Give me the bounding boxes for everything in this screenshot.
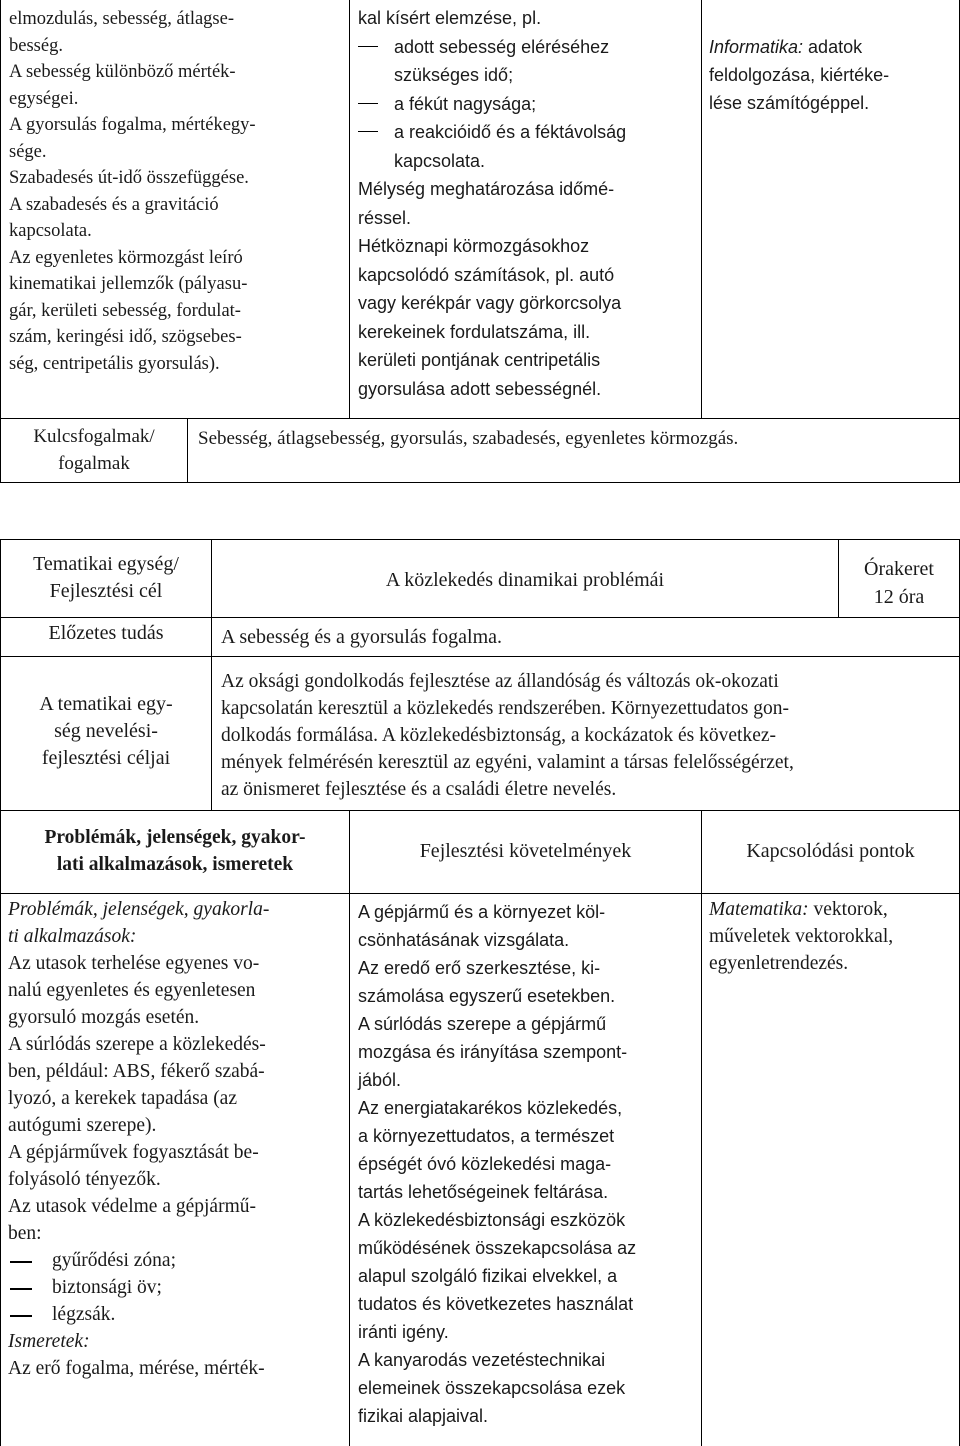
requirements-column [358, 898, 698, 1430]
unit-table-left-border [0, 539, 1, 1446]
text-fragment: vektorok, [808, 899, 888, 920]
text-line: vagy kerékpár vagy görkorcsolya [358, 293, 622, 313]
problems-column-header [1, 824, 349, 878]
text-line: besség. [9, 35, 63, 56]
text-line: tudatos és következetes használat [358, 1294, 634, 1314]
connections-column-header: Kapcsolódási pontok [746, 840, 915, 862]
text-line: Fejlesztési cél [49, 580, 163, 602]
unit-label [1, 551, 211, 605]
text-line: A gépjárművek fogyasztását be- [8, 1142, 259, 1163]
hours-cell [839, 555, 959, 611]
text-line: ben: [8, 1223, 42, 1244]
text-line: egységei. [9, 88, 79, 109]
text-line: nalú egyenletes és egyenletesen [8, 980, 256, 1001]
text-line: feldolgozása, kiértéke- [709, 65, 890, 85]
hours-cell-bottom [838, 617, 960, 618]
text-line: gyorsuló mozgás esetén. [8, 1007, 200, 1028]
prereq-row-divider [0, 656, 960, 657]
text-line: kinematikai jellemzők (pályasu- [9, 274, 248, 294]
text-line: egyenletrendezés. [709, 953, 849, 974]
text-line: A kanyarodás vezetéstechnikai [358, 1350, 606, 1370]
text-line: Az erő fogalma, mérése, mérték- [8, 1358, 265, 1379]
text-line: Ismeretek: [8, 1331, 90, 1352]
text-line: a fékút nagysága; [394, 93, 537, 114]
dash-list-item [8, 1301, 348, 1328]
text-line: csönhatásának vizsgálata. [358, 930, 570, 950]
text-line: mozgása és irányítása szempont- [358, 1042, 628, 1062]
text-line: számolása egyszerű esetekben. [358, 986, 616, 1006]
text-line: fizikai alapjaival. [358, 1406, 489, 1426]
text-line [709, 33, 957, 61]
key-concepts-value: Sebesség, átlagsebesség, gyorsulás, szabadesés, egyenletes körmozgás. [198, 428, 739, 449]
text-line: A szabadesés és a gravitáció [9, 194, 219, 215]
text-line: fogalmak [58, 453, 130, 474]
text-line: a környezettudatos, a természet [358, 1126, 615, 1146]
column-headers-divider [0, 893, 960, 894]
text-line: gyűrődési zóna; [52, 1250, 177, 1271]
requirements-column-header: Fejlesztési követelmények [419, 840, 632, 862]
text-line: tartás lehetőségeinek feltárása. [358, 1182, 609, 1202]
text-line: A sebesség különböző mérték- [9, 62, 236, 82]
text-line: A közlekedésbiztonsági eszközök [358, 1210, 626, 1230]
top-row-divider [0, 418, 960, 419]
goals-text [221, 668, 957, 803]
prereq-label: Előzetes tudás [48, 622, 164, 644]
top-table-left-border [0, 0, 1, 483]
text-line: kapcsolata. [394, 150, 486, 171]
text-line: Problémák, jelenségek, gyakor- [44, 827, 306, 848]
text-line: légzsák. [52, 1304, 116, 1325]
text-line: Az utasok védelme a gépjármű- [8, 1196, 256, 1217]
text-line: elmozdulás, sebesség, átlagse- [9, 9, 235, 29]
text-line: gyorsulása adott sebességnél. [358, 378, 602, 399]
text-line: kapcsolatán keresztül a közlekedés rendszerében. Környezettudatos gon- [221, 698, 789, 719]
text-line: ben, például: ABS, fékerő szabá- [8, 1061, 265, 1082]
text-line: A gyorsulás fogalma, mértékegy- [9, 115, 256, 135]
text-line: mények felmérésén keresztül az egyéni, valamint a társas felelősségérzet, [221, 752, 794, 773]
connections-column [709, 896, 957, 977]
content-column-divider-1 [349, 810, 350, 1446]
text-line: alapul szolgáló fizikai elvekkel, a [358, 1266, 618, 1286]
text-line: Az oksági gondolkodás fejlesztése az állandóság és változás ok-okozati [221, 671, 779, 692]
goals-label [1, 691, 211, 772]
text-line [709, 896, 957, 923]
text-line: elemeinek összekapcsolása ezek [358, 1378, 626, 1398]
text-line: Kulcsfogalmak/ [33, 426, 155, 447]
subject-label: Informatika: [709, 37, 804, 57]
text-line: Tematikai egység/ [33, 553, 179, 575]
text-line: biztonsági öv; [52, 1277, 162, 1298]
text-line: Problémák, jelenségek, gyakorla- [8, 899, 270, 920]
text-line: Az utasok terhelése egyenes vo- [8, 953, 260, 974]
dash-list-item [358, 90, 698, 119]
text-line: kerekeinek fordulatszáma, ill. [358, 321, 591, 342]
text-line: műveletek vektorokkal, [709, 926, 894, 947]
text-line: ség, centripetális gyorsulás). [9, 353, 220, 374]
text-line: működésének összekapcsolása az [358, 1238, 637, 1258]
subject-label: Matematika: [709, 899, 809, 920]
top-table-bottom-border [0, 482, 960, 483]
dash-list-item [8, 1274, 348, 1301]
dash-list-item [8, 1247, 348, 1274]
text-line: szám, keringési idő, szögsebes- [9, 327, 242, 347]
text-line: iránti igény. [358, 1322, 449, 1342]
col-divider-2 [701, 0, 702, 418]
text-line: jából. [358, 1070, 402, 1090]
top-left-column [9, 6, 345, 377]
text-line: Hétköznapi körmozgásokhoz [358, 236, 590, 256]
text-line: az önismeret fejlesztése és a családi életre nevelés. [221, 779, 617, 800]
text-line: kapcsolata. [9, 221, 92, 241]
key-concepts-divider [187, 418, 188, 482]
text-line: A súrlódás szerepe a közlekedés- [8, 1034, 266, 1055]
text-line: ti alkalmazások: [8, 926, 137, 947]
text-line: A gépjármű és a környezet köl- [358, 902, 606, 922]
text-line: adott sebesség eléréséhez [394, 36, 610, 57]
top-right-column [709, 33, 957, 117]
text-line: Az energiatakarékos közlekedés, [358, 1098, 623, 1118]
key-concepts-label [1, 423, 187, 477]
text-line: kerületi pontjának centripetális [358, 350, 601, 370]
top-middle-column [358, 4, 698, 403]
content-column-divider-2 [701, 810, 702, 1446]
text-line: kal kísért elemzése, pl. [358, 8, 542, 28]
unit-title: A közlekedés dinamikai problémái [385, 569, 665, 591]
dash-list-item [358, 33, 698, 90]
text-line: lyozó, a kerekek tapadása (az [8, 1088, 237, 1109]
text-line: lése számítógéppel. [709, 93, 870, 113]
text-line: lati alkalmazások, ismeretek [56, 854, 294, 875]
prereq-value: A sebesség és a gyorsulás fogalma. [221, 626, 503, 648]
text-line: Az egyenletes körmozgást leíró [9, 247, 243, 268]
header-row-divider [0, 617, 838, 618]
text-line: réssel. [358, 207, 412, 228]
text-line: A tematikai egy- [39, 693, 173, 715]
col-divider-1 [349, 0, 350, 418]
text-line: Szabadesés út-idő összefüggése. [9, 168, 249, 188]
text-line: gár, kerületi sebesség, fordulat- [9, 300, 241, 321]
text-line: szükséges idő; [394, 65, 514, 85]
text-line: a reakcióidő és a féktávolság [394, 122, 627, 142]
text-line: dolkodás formálása. A közlekedésbiztonság, a kockázatok és következ- [221, 725, 777, 746]
text-line: ség nevelési- [54, 720, 158, 742]
text-fragment: adatok [803, 37, 863, 57]
hours-value: 12 óra [873, 586, 925, 608]
text-line: épségét óvó közlekedési maga- [358, 1154, 612, 1174]
text-line: sége. [9, 141, 47, 162]
dash-list-item [358, 118, 698, 175]
text-line: fejlesztési céljai [41, 747, 171, 769]
hours-label: Órakeret [864, 558, 934, 580]
text-line: Az eredő erő szerkesztése, ki- [358, 958, 601, 978]
text-line: kapcsolódó számítások, pl. autó [358, 264, 615, 285]
text-line: folyásoló tényezők. [8, 1169, 161, 1190]
unit-table-top-border [0, 539, 960, 540]
problems-column [8, 896, 348, 1382]
text-line: autógumi szerepe). [8, 1115, 157, 1136]
text-line: Mélység meghatározása időmé- [358, 179, 615, 199]
goals-row-divider [0, 810, 960, 811]
text-line: A súrlódás szerepe a gépjármű [358, 1014, 607, 1034]
